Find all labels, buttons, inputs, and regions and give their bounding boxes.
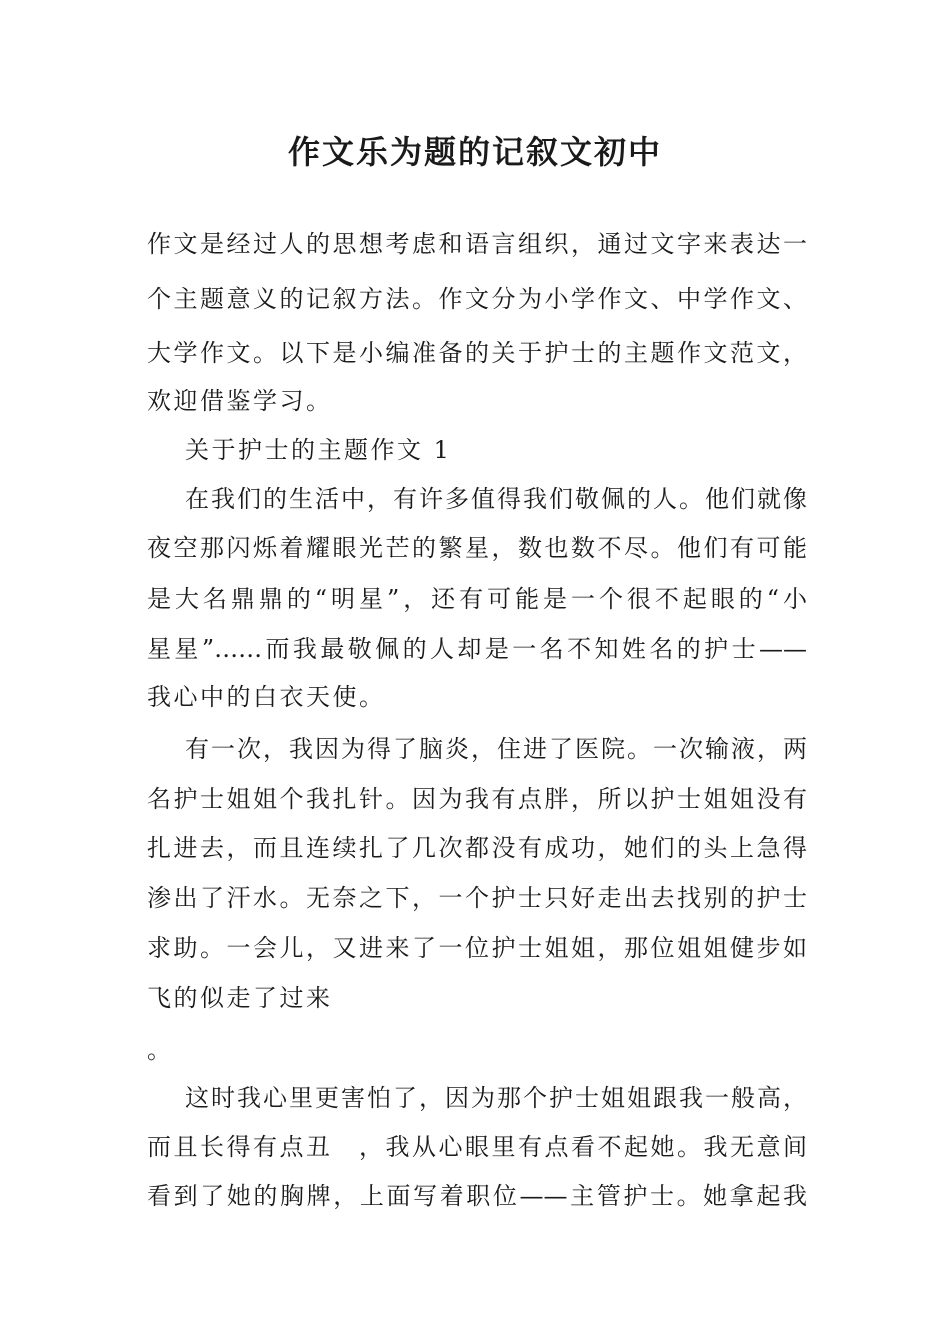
body-line: 大学作文。以下是小编准备的关于护士的主题作文范文， [147,339,807,367]
body-line: 我心中的白衣天使。 [147,683,386,711]
body-line: 飞的似走了过来 [147,984,333,1012]
body-line: 个主题意义的记叙方法。作文分为小学作文、中学作文、 [147,285,807,313]
body-line: 是大名鼎鼎的“明星”，还有可能是一个很不起眼的“小 [147,585,807,613]
body-line: 欢迎借鉴学习。 [147,387,333,415]
body-line: 。 [147,1036,174,1064]
body-line: 扎进去，而且连续扎了几次都没有成功，她们的头上急得 [147,834,807,862]
body-line: 求助。一会儿，又进来了一位护士姐姐，那位姐姐健步如 [147,934,807,962]
body-line: 而且长得有点丑 ，我从心眼里有点看不起她。我无意间 [147,1133,807,1161]
document-title: 作文乐为题的记叙文初中 [287,133,662,171]
body-line: 在我们的生活中，有许多值得我们敬佩的人。他们就像 [185,485,807,513]
body-line: 有一次，我因为得了脑炎，住进了医院。一次输液，两 [185,735,807,763]
body-line: 夜空那闪烁着耀眼光芒的繁星，数也数不尽。他们有可能 [147,534,807,562]
body-line: 作文是经过人的思想考虑和语言组织，通过文字来表达一 [147,230,807,258]
body-line: 这时我心里更害怕了，因为那个护士姐姐跟我一般高， [185,1084,807,1112]
body-line: 看到了她的胸牌，上面写着职位——主管护士。她拿起我 [147,1182,807,1210]
body-line: 名护士姐姐个我扎针。因为我有点胖，所以护士姐姐没有 [147,785,807,813]
section-heading: 关于护士的主题作文 1 [185,436,452,464]
body-line: 星星”……而我最敬佩的人却是一名不知姓名的护士—— [147,635,807,663]
body-line: 渗出了汗水。无奈之下，一个护士只好走出去找别的护士 [147,884,807,912]
